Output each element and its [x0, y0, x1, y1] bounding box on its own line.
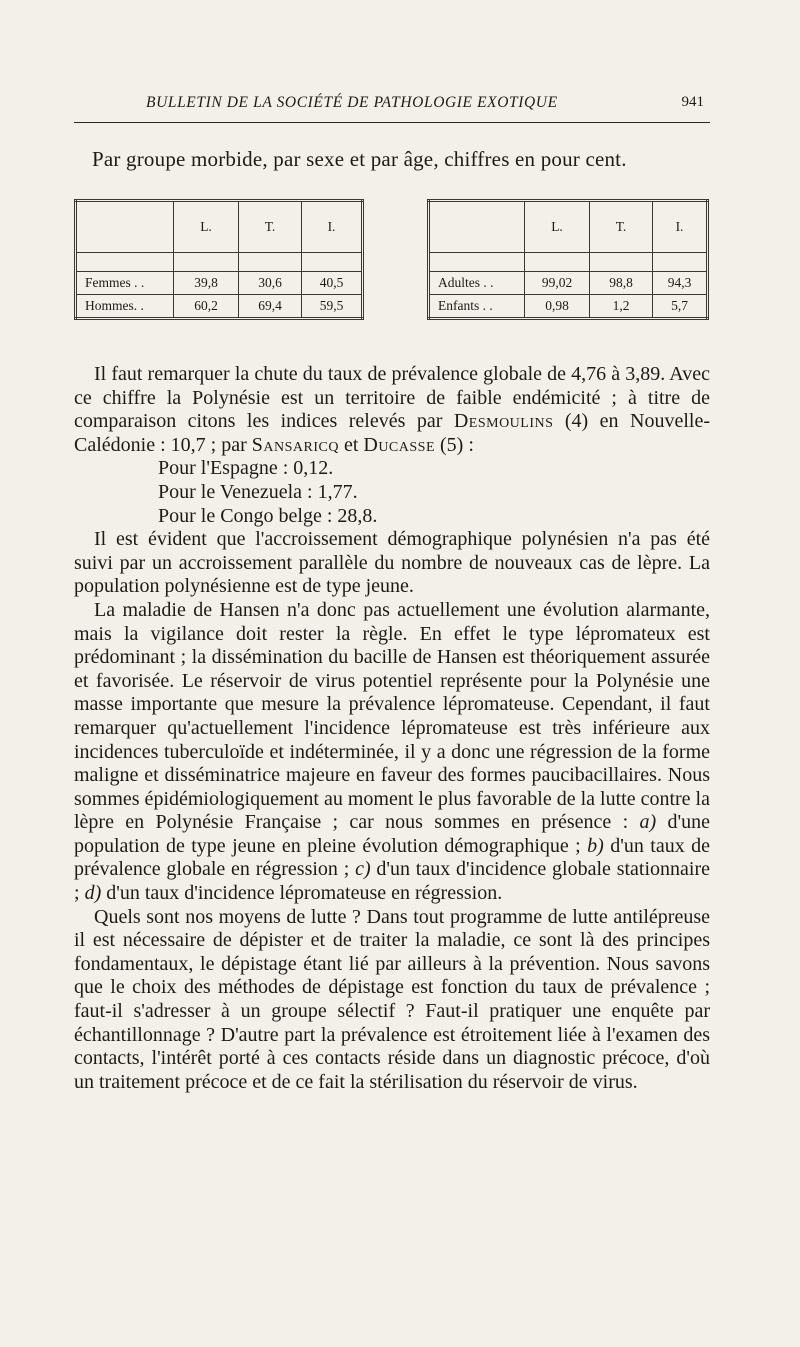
table-cell: 69,4 — [239, 295, 302, 319]
table-row — [76, 295, 363, 319]
row-label: Adultes . . — [429, 272, 525, 295]
table-cell: 30,6 — [239, 272, 302, 295]
table-cell: 60,2 — [174, 295, 239, 319]
column-header: T. — [239, 201, 302, 253]
table-cell: 5,7 — [653, 295, 708, 319]
column-header: L. — [174, 201, 239, 253]
text-run: d'un taux d'incidence globale stationnaire ; — [74, 858, 710, 905]
paragraph: Quels sont nos moyens de lutte ? Dans tout programme de lutte antilépreuse il est nécessaire de dépister et de traiter la maladie, ce sont là des principes fondamentaux, le dépistage étant lié par ailleurs à la prévention. Nous savons que le choix des méthodes de dépistage est fonction du taux de prévalence ; faut-il s'adresser à un groupe sélectif ? Faut-il pratiquer une enquête par échantillonnage ? D'autre part la prévalence est étroitement liée à l'examen des contacts, l'intérêt porté à ces contacts réside dans un diagnostic précoce, d'où un traitement précoce et de ce fait la stérilisation du réservoir de virus. — [74, 905, 710, 1093]
author-name: Ducasse — [363, 433, 436, 456]
text-run: La maladie de Hansen n'a donc pas actuellement une évolution alarmante, mais la vigilance doit rester la règle. En effet le type lépromateux est prédominant ; la dissémination du bacille de Hansen est théoriquement assurée et favorisée. Le réservoir de virus potentiel représente pour la Polynésie une masse importante que mesure la prévalence lépromateuse. Cependant, il faut remarquer qu'actuellement l'incidence lépromateuse est très inférieure aux incidences tuberculoïde et indéterminée, il y a donc une régression de la forme maligne et disséminatrice majeure en faveur des formes paucibacillaires. Nous sommes épidémiologiquement au moment le plus favorable de la lutte contre la lèpre en Polynésie Française ; car nous sommes en présence : — [74, 598, 710, 834]
row-label: Hommes. . — [76, 295, 174, 319]
list-item: Pour l'Espagne : 0,12. — [158, 457, 334, 480]
text-run: d'un taux d'incidence lépromateuse en régression. — [101, 882, 503, 905]
table-row — [429, 272, 708, 295]
list-item: Pour le Venezuela : 1,77. — [158, 480, 358, 503]
column-header: I. — [653, 201, 708, 253]
table-cell: 94,3 — [653, 272, 708, 295]
table-row — [429, 295, 708, 319]
table-cell: 1,2 — [590, 295, 653, 319]
table-cell: 59,5 — [302, 295, 363, 319]
table-cell: 40,5 — [302, 272, 363, 295]
table-spacer-row — [429, 253, 708, 272]
table-row — [76, 272, 363, 295]
enum-letter: b) — [587, 834, 604, 857]
table-by-age — [427, 199, 709, 320]
paragraph — [74, 363, 710, 457]
body-text — [74, 363, 710, 1094]
paragraph: Il est évident que l'accroissement démographique polynésien n'a pas été suivi par un accroissement parallèle du nombre de nouveaux cas de lèpre. La population polynésienne est de type jeune. — [74, 528, 710, 598]
table-cell: 98,8 — [590, 272, 653, 295]
table-header-row — [76, 201, 363, 253]
text-run: d'une population de type jeune en pleine évolution démographique ; — [74, 811, 710, 857]
row-label: Femmes . . — [76, 272, 174, 295]
table-spacer-row — [76, 253, 363, 272]
page-number: 941 — [681, 94, 704, 110]
author-name: Desmoulins — [453, 410, 554, 433]
journal-title: BULLETIN DE LA SOCIÉTÉ DE PATHOLOGIE EXOTIQUE — [146, 94, 558, 111]
enum-letter: d) — [84, 882, 102, 905]
table-by-sex — [74, 199, 364, 320]
table-caption: Par groupe morbide, par sexe et par âge, chiffres en pour cent. — [92, 147, 627, 171]
table-cell: 0,98 — [525, 295, 590, 319]
text-run: (5) : — [435, 433, 474, 456]
running-header — [74, 92, 710, 123]
paragraph — [74, 599, 710, 906]
enum-letter: c) — [355, 858, 371, 881]
author-name: Sansaricq — [251, 433, 339, 456]
text-run: et — [338, 433, 364, 456]
column-header: T. — [590, 201, 653, 253]
text-run: Il faut remarquer la chute du taux de prévalence globale de 4,76 à 3,89. Avec ce chiffre la Polynésie est un territoire de faible endémicité ; à titre de comparaison citons les indices relevés par — [74, 363, 710, 433]
table-cell: 39,8 — [174, 272, 239, 295]
list-item: Pour le Congo belge : 28,8. — [158, 504, 378, 527]
table-cell: 99,02 — [525, 272, 590, 295]
enum-letter: a) — [639, 811, 657, 834]
column-header: L. — [525, 201, 590, 253]
text-run: d'un taux de prévalence globale en régression ; — [74, 834, 711, 881]
row-label: Enfants . . — [429, 295, 525, 319]
table-header-row — [429, 201, 708, 253]
table-corner — [76, 201, 174, 253]
column-header: I. — [302, 201, 363, 253]
table-corner — [429, 201, 525, 253]
text-run: (4) en Nouvelle-Calédonie : 10,7 ; par — [74, 410, 710, 456]
